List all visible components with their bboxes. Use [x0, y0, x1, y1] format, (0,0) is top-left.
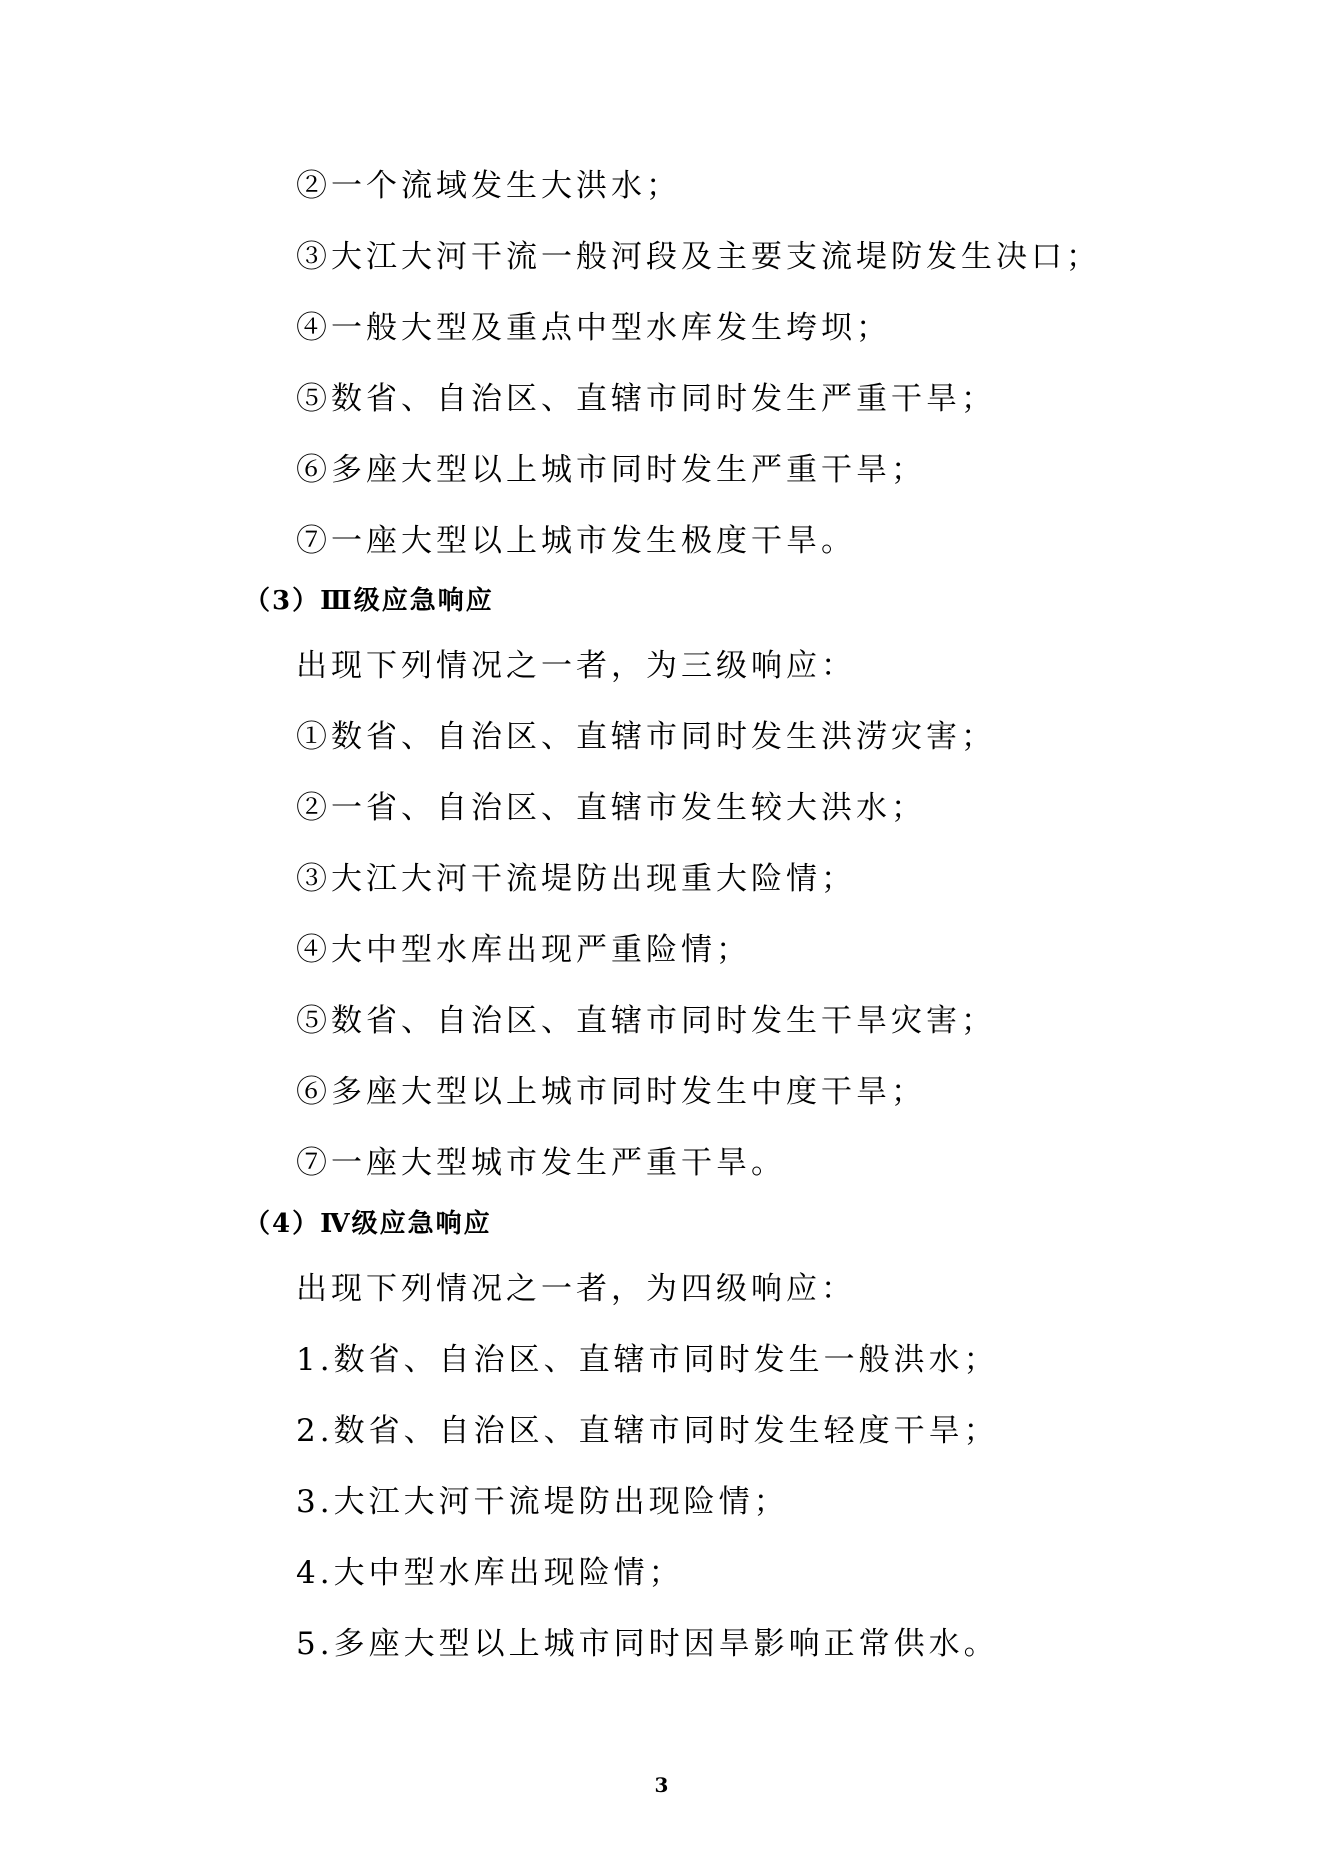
section-intro: 出现下列情况之一者，为三级响应：	[296, 648, 856, 684]
list-item: ④大中型水库出现严重险情；	[296, 932, 751, 968]
list-item: ⑥多座大型以上城市同时发生中度干旱；	[296, 1074, 926, 1110]
section-heading: （4）Ⅳ级应急响应	[244, 1209, 492, 1239]
page-number: 3	[654, 1773, 669, 1797]
list-item: ④一般大型及重点中型水库发生垮坝；	[296, 310, 891, 346]
section-heading: （3）Ⅲ级应急响应	[244, 586, 494, 616]
list-item: 5.多座大型以上城市同时因旱影响正常供水。	[296, 1626, 999, 1662]
list-item: ③大江大河干流堤防出现重大险情；	[296, 861, 856, 897]
list-item: ⑦一座大型以上城市发生极度干旱。	[296, 523, 856, 559]
list-item: 4.大中型水库出现险情；	[296, 1555, 684, 1591]
section-intro: 出现下列情况之一者，为四级响应：	[296, 1271, 856, 1307]
list-item: ⑥多座大型以上城市同时发生严重干旱；	[296, 452, 926, 488]
list-item: ⑤数省、自治区、直辖市同时发生干旱灾害；	[296, 1003, 996, 1039]
list-item: ③大江大河干流一般河段及主要支流堤防发生决口；	[296, 239, 1101, 275]
list-item: ⑦一座大型城市发生严重干旱。	[296, 1145, 786, 1181]
list-item: ⑤数省、自治区、直辖市同时发生严重干旱；	[296, 381, 996, 417]
list-item: ①数省、自治区、直辖市同时发生洪涝灾害；	[296, 719, 996, 755]
list-item: 3.大江大河干流堤防出现险情；	[296, 1484, 789, 1520]
list-item: 1.数省、自治区、直辖市同时发生一般洪水；	[296, 1342, 999, 1378]
list-item: ②一个流域发生大洪水；	[296, 168, 681, 204]
list-item: 2.数省、自治区、直辖市同时发生轻度干旱；	[296, 1413, 999, 1449]
list-item: ②一省、自治区、直辖市发生较大洪水；	[296, 790, 926, 826]
